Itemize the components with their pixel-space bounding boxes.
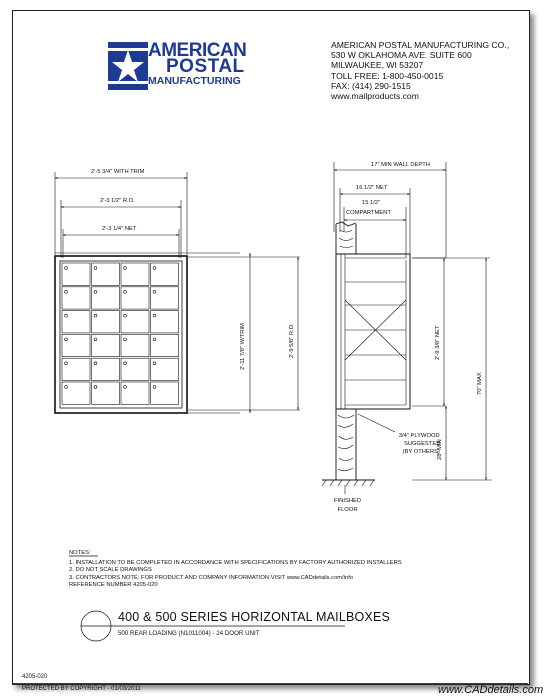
dim-max-height: 70" MAX — [477, 372, 483, 395]
dim-net-depth: 16 1/2" NET — [356, 185, 388, 191]
dim-ro: 2'-3 1/2" R.O. — [100, 198, 135, 204]
dim-height-trim: 2'-11 7/8" W/TRIM — [240, 323, 246, 370]
lock-icon — [65, 386, 68, 389]
lock-icon — [65, 267, 68, 270]
dim-with-trim: 2'-5 3/4" WITH TRIM — [91, 169, 145, 175]
note-item: 3. CONTRACTORS NOTE: FOR PRODUCT AND COMPANY INFORMATION VISIT www.CADdetails.com/info — [69, 574, 354, 581]
drawing-subtitle: 500 REAR LOADING (N1011004) - 24 DOOR UNIT — [118, 630, 260, 637]
lock-icon — [94, 362, 97, 365]
company-tollfree: TOLL FREE: 1-800-450-0015 — [331, 70, 444, 81]
drawing-ref: 4205-020 — [22, 674, 48, 680]
copyright: PROTECTED BY COPYRIGHT - 01/03/2011 — [22, 686, 141, 692]
company-address2: MILWAUKEE, WI 53207 — [331, 60, 424, 71]
lock-icon — [153, 362, 156, 365]
plywood-line1: 3/4" PLYWOOD — [398, 433, 440, 439]
lock-icon — [153, 386, 156, 389]
floor-note — [334, 497, 361, 515]
lock-icon — [124, 314, 127, 317]
lock-icon — [94, 267, 97, 270]
lock-icon — [94, 338, 97, 341]
note-item: 2. DO NOT SCALE DRAWINGS — [69, 567, 152, 574]
company-address1: 530 W OKLAHOMA AVE. SUITE 600 — [331, 50, 472, 61]
company-web: www.mailproducts.com — [331, 91, 419, 102]
logo-line1: AMERICAN — [148, 40, 247, 61]
lock-icon — [153, 290, 156, 293]
lock-icon — [94, 386, 97, 389]
dim-net: 2'-3 1/4" NET — [102, 226, 137, 232]
lock-icon — [124, 362, 127, 365]
lock-icon — [124, 290, 127, 293]
note-item: REFERENCE NUMBER 4205-020 — [69, 582, 158, 589]
lock-icon — [124, 267, 127, 270]
plywood-note — [398, 432, 440, 456]
lock-icon — [65, 290, 68, 293]
mailbox-doors — [62, 263, 179, 404]
lock-icon — [94, 290, 97, 293]
floor-line2: FLOOR — [337, 507, 358, 513]
lock-icon — [65, 362, 68, 365]
dim-min-height: 28" MIN — [437, 439, 443, 460]
lock-icon — [94, 314, 97, 317]
lock-icon — [124, 338, 127, 341]
dim-height-ro: 2'-9 5/8" R.O. — [289, 323, 295, 358]
dim-compartment-label: COMPARTMENT — [346, 210, 391, 216]
drawing-title: 400 & 500 SERIES HORIZONTAL MAILBOXES — [118, 610, 391, 624]
dim-compartment-value: 15 1/2" — [362, 200, 381, 206]
company-fax: FAX: (414) 290-1515 — [331, 80, 411, 91]
lock-icon — [124, 386, 127, 389]
lock-icon — [153, 314, 156, 317]
notes — [69, 550, 402, 590]
notes-heading: NOTES: — [69, 550, 91, 556]
lock-icon — [65, 338, 68, 341]
plywood-line3: (BY OTHERS) — [402, 449, 440, 455]
logo-line2: POSTAL — [166, 56, 245, 77]
company-name: AMERICAN POSTAL MANUFACTURING CO., — [331, 40, 510, 50]
plywood-line2: SUGGESTED — [404, 441, 441, 447]
lock-icon — [153, 338, 156, 341]
floor-line1: FINISHED — [334, 498, 362, 504]
lock-icon — [65, 314, 68, 317]
logo-line3: MANUFACTURING — [148, 75, 241, 87]
lock-icon — [153, 267, 156, 270]
footer-site: www.CADdetails.com — [438, 684, 544, 696]
dim-height-net: 2'-9 3/8" NET — [435, 325, 441, 360]
dim-wall-depth: 17" MIN WALL DEPTH — [371, 162, 430, 168]
note-item: 1. INSTALLATION TO BE COMPLETED IN ACCORDANCE WITH SPECIFICATIONS BY FACTORY AUTHORIZED INSTALLERS — [69, 559, 402, 566]
